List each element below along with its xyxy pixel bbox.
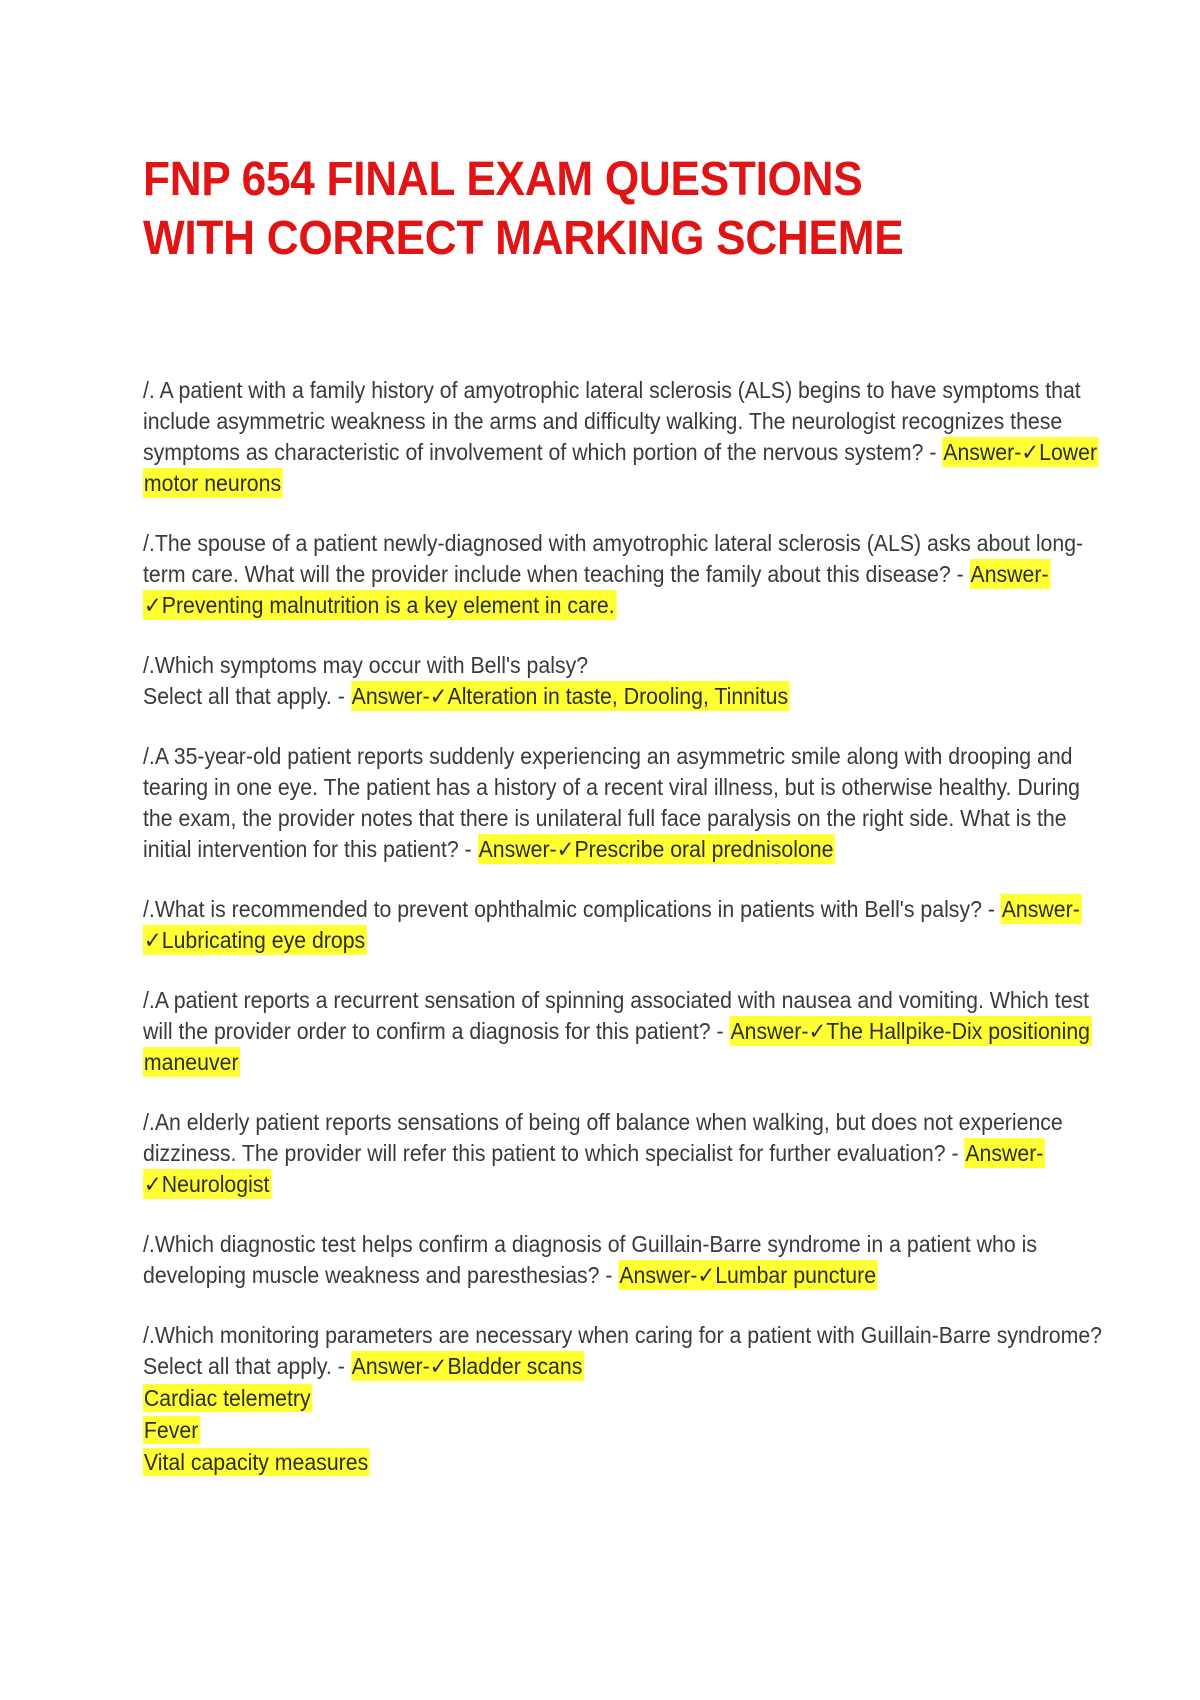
question-item-8	[143, 1229, 1114, 1291]
answer-highlight: Answer-✓Lumbar puncture	[619, 1262, 877, 1288]
question-text: /.Which symptoms may occur with Bell's palsy? Select all that apply. -	[143, 652, 589, 709]
question-item-1	[143, 375, 1114, 499]
question-item-2	[143, 528, 1114, 621]
answer-line	[143, 1383, 1114, 1414]
question-text: /.The spouse of a patient newly-diagnosed with amyotrophic lateral sclerosis (ALS) asks about long-term care. What will the provider include when teaching the family about this disease? -	[143, 530, 1084, 587]
question-item-7	[143, 1107, 1114, 1200]
document-title	[143, 150, 1005, 268]
question-text: /.Which diagnostic test helps confirm a diagnosis of Guillain-Barre syndrome in a patient who is developing muscle weakness and paresthesias? -	[143, 1231, 1037, 1288]
question-text: /.Which monitoring parameters are necessary when caring for a patient with Guillain-Barre syndrome? Select all that apply. -	[143, 1322, 1102, 1379]
question-text: /.What is recommended to prevent ophthalmic complications in patients with Bell's palsy? -	[143, 896, 1001, 922]
answer-highlight: Answer-✓Preventing malnutrition is a key element in care.	[143, 561, 1049, 618]
answer-highlight: Cardiac telemetry	[143, 1385, 311, 1411]
answer-highlight: Answer-✓Lubricating eye drops	[143, 896, 1080, 953]
answer-highlight: Answer-✓Lower motor neurons	[143, 439, 1098, 496]
answer-extra-lines	[143, 1383, 1114, 1478]
question-text: /.A patient reports a recurrent sensation of spinning associated with nausea and vomiting. Which test will the provider order to confirm a diagnosis for this patient? -	[143, 987, 1090, 1044]
question-item-6	[143, 985, 1114, 1078]
answer-highlight: Answer-✓Alteration in taste, Drooling, Tinnitus	[351, 683, 789, 709]
answer-highlight: Answer-✓Bladder scans	[351, 1353, 583, 1379]
question-item-9	[143, 1320, 1114, 1478]
question-item-4	[143, 741, 1114, 865]
question-text: /.An elderly patient reports sensations of being off balance when walking, but does not experience dizziness. The provider will refer this patient to which specialist for further evaluation? -	[143, 1109, 1063, 1166]
answer-highlight: Answer-✓The Hallpike-Dix positioning maneuver	[143, 1018, 1090, 1075]
answer-line	[143, 1415, 1114, 1446]
answer-highlight: Vital capacity measures	[143, 1449, 369, 1475]
question-text: /. A patient with a family history of amyotrophic lateral sclerosis (ALS) begins to have symptoms that include asymmetric weakness in the arms and difficulty walking. The neurologist recognizes these symptoms as characteristic of involvement of which portion of the nervous system? -	[143, 377, 1081, 465]
answer-highlight: Answer-✓Prescribe oral prednisolone	[478, 836, 834, 862]
document-title-line-2: WITH CORRECT MARKING SCHEME	[143, 212, 904, 265]
answer-line	[143, 1447, 1114, 1478]
question-item-3	[143, 650, 1114, 712]
question-text: /.A 35-year-old patient reports suddenly experiencing an asymmetric smile along with drooping and tearing in one eye. The patient has a history of a recent viral illness, but is otherwise healthy. During the exam, the provider notes that there is unilateral full face paralysis on the right side. What is the initial intervention for this patient? -	[143, 743, 1081, 862]
document-title-line-1: FNP 654 FINAL EXAM QUESTIONS	[143, 153, 863, 206]
question-item-5	[143, 894, 1114, 956]
answer-highlight: Answer-✓Neurologist	[143, 1140, 1044, 1197]
answer-highlight: Fever	[143, 1417, 199, 1443]
question-list	[143, 375, 1102, 1478]
